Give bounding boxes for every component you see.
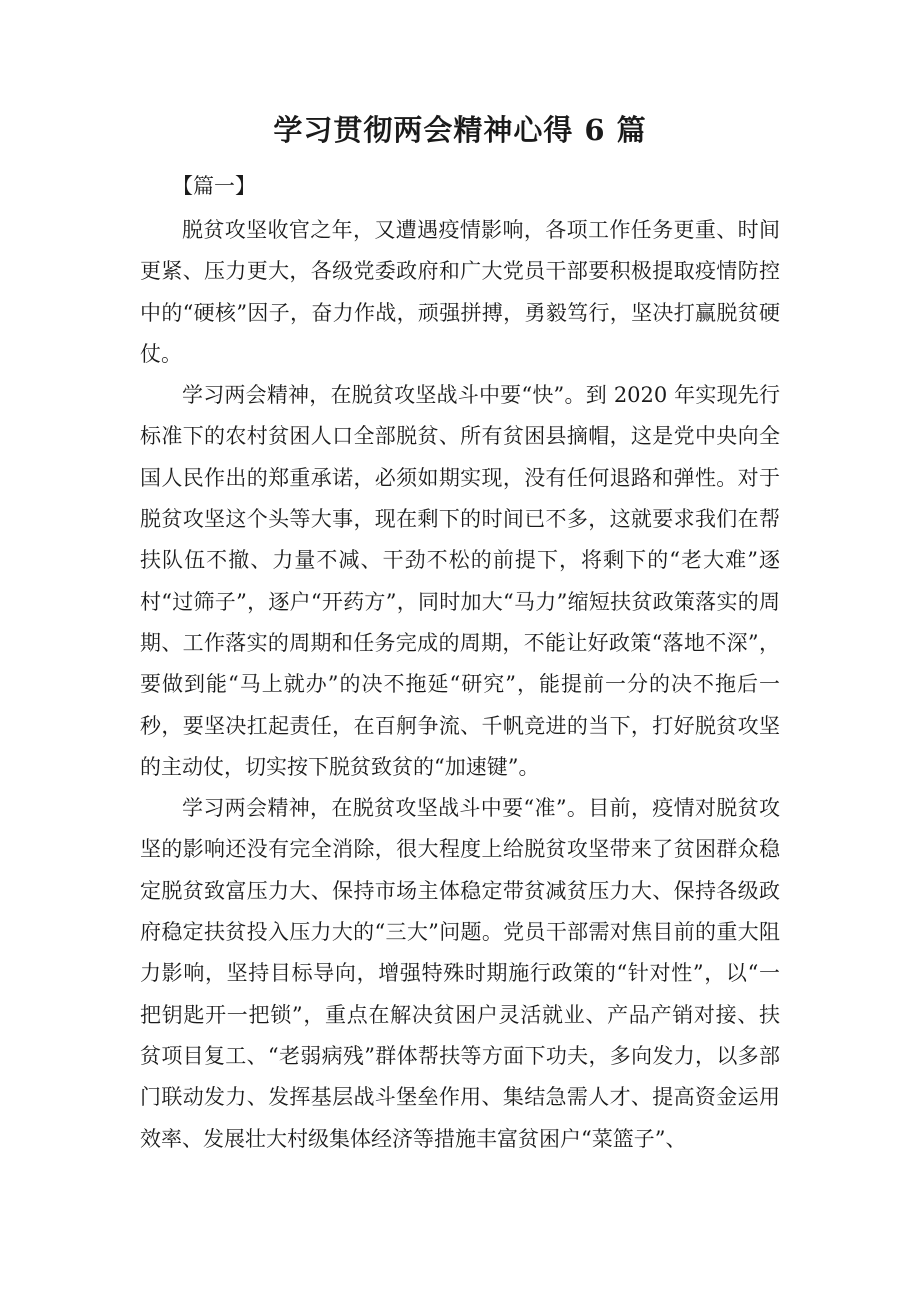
document-body bbox=[140, 210, 780, 1160]
document-page bbox=[140, 0, 780, 1302]
document-title: 学习贯彻两会精神心得 6 篇 bbox=[273, 113, 647, 147]
section-label: 【篇一】 bbox=[172, 174, 256, 198]
paragraph: 脱贫攻坚收官之年，又遭遇疫情影响，各项工作任务更重、时间更紧、压力更大，各级党委政府和广大党员干部要积极提取疫情防控中的“硬核”因子，奋力作战，顽强拼搏，勇毅笃行，坚决打赢脱贫硬仗。 bbox=[140, 218, 780, 366]
paragraph: 学习两会精神，在脱贫攻坚战斗中要“准”。目前，疫情对脱贫攻坚的影响还没有完全消除，很大程度上给脱贫攻坚带来了贫困群众稳定脱贫致富压力大、保持市场主体稳定带贫减贫压力大、保持各级政府稳定扶贫投入压力大的“三大”问题。党员干部需对焦目前的重大阻力影响，坚持目标导向，增强特殊时期施行政策的“针对性”，以“一把钥匙开一把锁”，重点在解决贫困户灵活就业、产品产销对接、扶贫项目复工、“老弱病残”群体帮扶等方面下功夫，多向发力，以多部门联动发力、发挥基层战斗堡垒作用、集结急需人才、提高资金运用效率、发展壮大村级集体经济等措施丰富贫困户“菜篮子”、 bbox=[140, 796, 780, 1151]
paragraph: 学习两会精神，在脱贫攻坚战斗中要“快”。到 2020 年实现先行标准下的农村贫困人口全部脱贫、所有贫困县摘帽，这是党中央向全国人民作出的郑重承诺，必须如期实现，没有任何退路和弹性。对于脱贫攻坚这个头等大事，现在剩下的时间已不多，这就要求我们在帮扶队伍不撤、力量不减、干劲不松的前提下，将剩下的“老大难”逐村“过筛子”，逐户“开药方”，同时加大“马力”缩短扶贫政策落实的周期、工作落实的周期和任务完成的周期，不能让好政策“落地不深”，要做到能“马上就办”的决不拖延“研究”，能提前一分的决不拖后一秒，要坚决扛起责任，在百舸争流、千帆竞进的当下，打好脱贫攻坚的主动仗，切实按下脱贫致贫的“加速键”。 bbox=[140, 383, 780, 779]
